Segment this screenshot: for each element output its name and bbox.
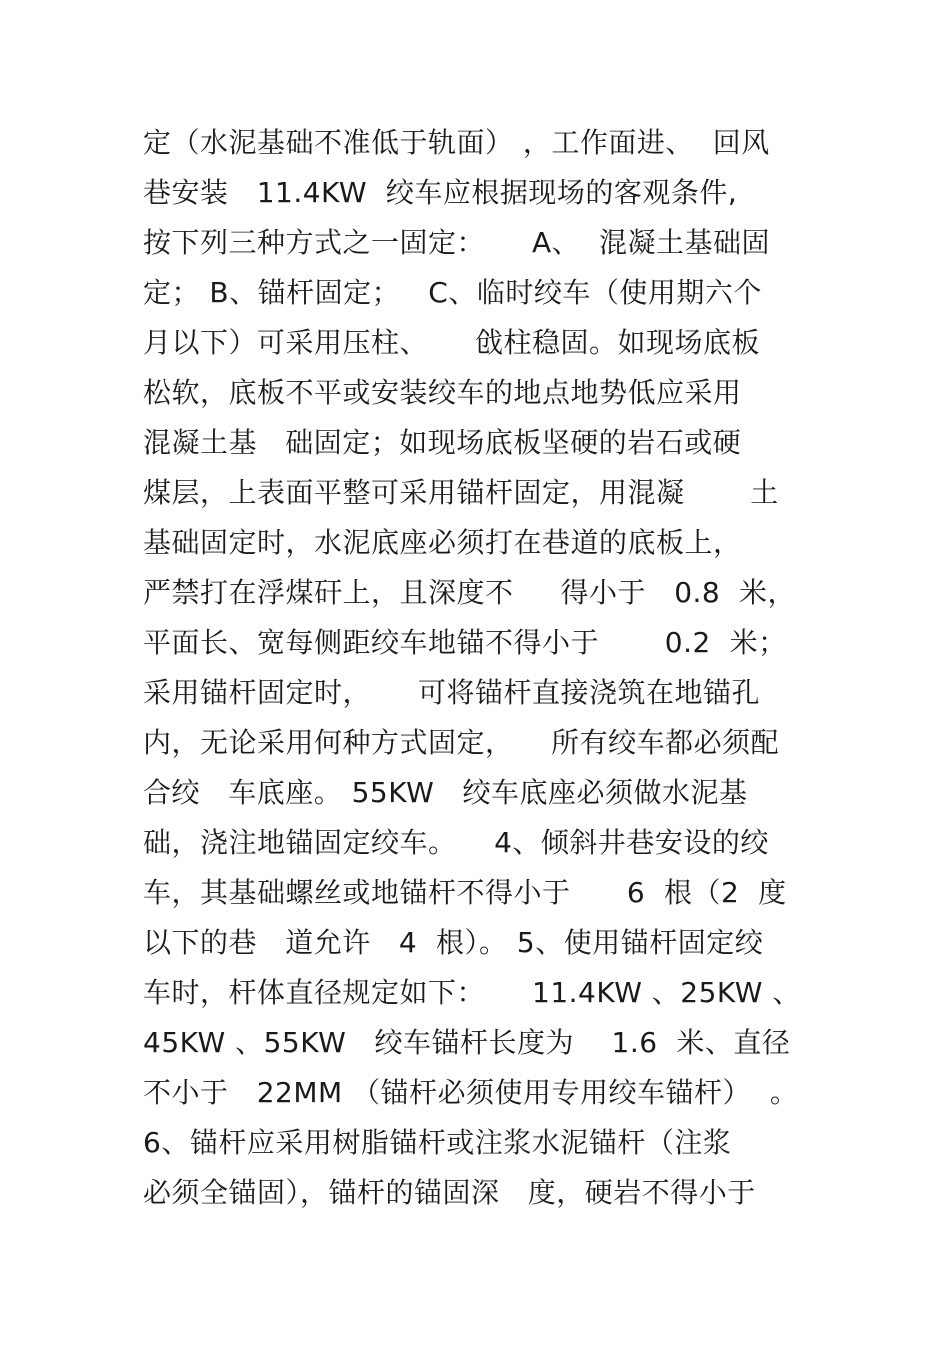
text-line: 内，无论采用何种方式固定， 所有绞车都必须配	[143, 726, 780, 759]
text-line: 月以下）可采用压柱、 戗柱稳固。如现场底板	[143, 326, 761, 359]
text-line: 采用锚杆固定时， 可将锚杆直接浇筑在地锚孔	[143, 676, 761, 709]
text-line: 不小于 22MM （锚杆必须使用专用绞车锚杆） 。	[143, 1076, 799, 1109]
text-line: 基础固定时，水泥底座必须打在巷道的底板上，	[143, 526, 742, 559]
text-line: 6、锚杆应采用树脂锚杆或注浆水泥锚杆（注浆	[143, 1126, 732, 1159]
text-line: 定（水泥基础不准低于轨面） ，工作面进、 回风	[143, 126, 770, 159]
text-line: 平面长、宽每侧距绞车地锚不得小于 0.2 米；	[143, 626, 787, 659]
text-line: 混凝土基 础固定；如现场底板坚硬的岩石或硬	[143, 426, 742, 459]
text-line: 车，其基础螺丝或地锚杆不得小于 6 根（2 度	[143, 876, 787, 909]
text-line: 以下的巷 道允许 4 根）。 5、使用锚杆固定绞	[143, 926, 764, 959]
text-line: 巷安装 11.4KW 绞车应根据现场的客观条件,	[143, 176, 738, 209]
text-line: 煤层，上表面平整可采用锚杆固定，用混凝 土	[143, 476, 779, 509]
text-line: 45KW 、55KW 绞车锚杆长度为 1.6 米、直径	[143, 1026, 791, 1059]
text-line: 严禁打在浮煤矸上，且深度不 得小于 0.8 米，	[143, 576, 797, 609]
body-text	[143, 118, 823, 1218]
text-line: 松软，底板不平或安装绞车的地点地势低应采用	[143, 376, 742, 409]
text-line: 础，浇注地锚固定绞车。 4、倾斜井巷安设的绞	[143, 826, 769, 859]
text-line: 按下列三种方式之一固定： A、 混凝土基础固	[143, 226, 770, 259]
text-line: 必须全锚固），锚杆的锚固深 度，硬岩不得小于	[143, 1176, 756, 1209]
text-line: 合绞 车底座。 55KW 绞车底座必须做水泥基	[143, 776, 748, 809]
text-line: 车时，杆体直径规定如下： 11.4KW 、25KW 、	[143, 976, 801, 1009]
text-line: 定； B、锚杆固定； C、临时绞车（使用期六个	[143, 276, 762, 309]
